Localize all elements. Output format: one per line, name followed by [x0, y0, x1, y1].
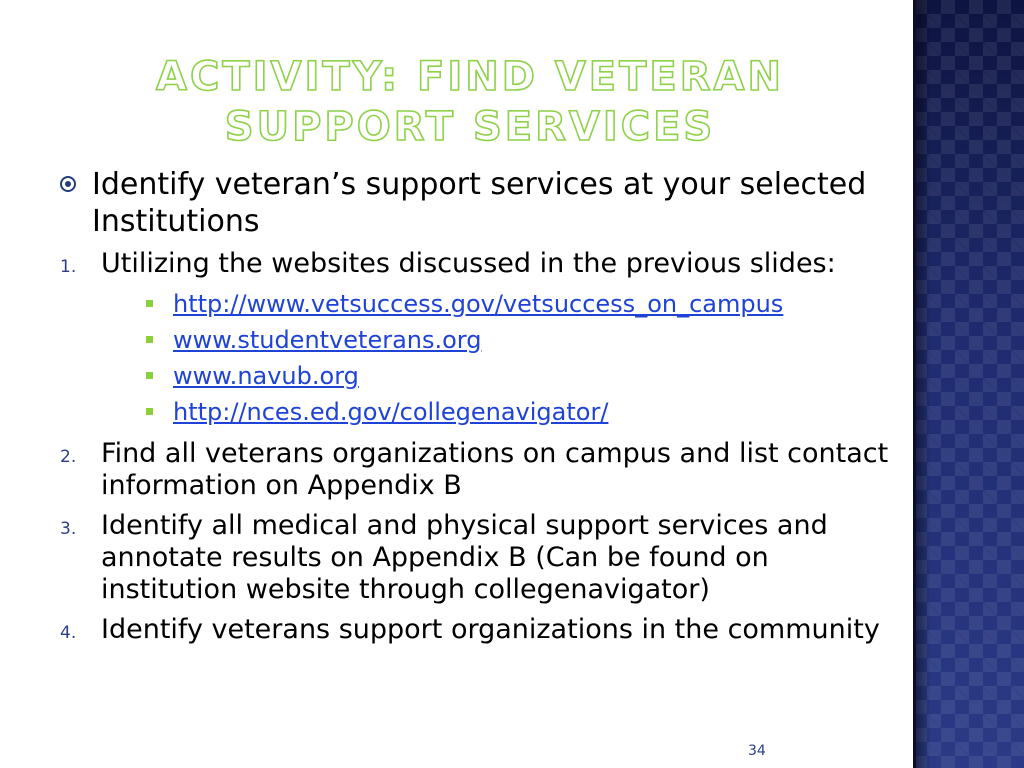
link-item: [101, 394, 896, 430]
link-collegenavigator[interactable]: http://nces.ed.gov/collegenavigator/: [173, 398, 609, 426]
square-bullet-icon: [146, 408, 153, 415]
list-number: 4.: [60, 623, 77, 643]
list-item-1: [56, 248, 896, 430]
link-list: [101, 286, 896, 430]
square-bullet-icon: [146, 300, 153, 307]
link-item: [101, 286, 896, 322]
decorative-side-panel: [913, 0, 1024, 768]
list-item-text: Find all veterans organizations on campus and list contact information on Appendix B: [101, 438, 889, 501]
main-bullet: [56, 166, 896, 240]
link-navub[interactable]: www.navub.org: [173, 362, 359, 390]
list-number: 2.: [60, 447, 77, 467]
main-bullet-text: Identify veteran’s support services at your selected Institutions: [92, 167, 867, 239]
radio-bullet-icon: [60, 176, 76, 192]
list-item-text: Identify all medical and physical support services and annotate results on Appendix B (Can be found on institution website through collegenavigator): [101, 510, 828, 605]
list-item-3: [56, 510, 896, 606]
link-studentveterans[interactable]: www.studentveterans.org: [173, 326, 482, 354]
slide-title: ACTIVITY: FIND VETERAN SUPPORT SERVICES: [156, 54, 784, 150]
slide-content: [56, 166, 896, 646]
list-number: 3.: [60, 519, 77, 539]
link-item: [101, 358, 896, 394]
link-vetsuccess[interactable]: http://www.vetsuccess.gov/vetsuccess_on_campus: [173, 290, 784, 318]
list-item-4: [56, 614, 896, 646]
page-number: 34: [748, 743, 766, 759]
list-item-2: [56, 438, 896, 502]
list-item-text: Identify veterans support organizations in the community: [101, 614, 880, 645]
link-item: [101, 322, 896, 358]
list-item-text: Utilizing the websites discussed in the previous slides:: [101, 248, 836, 279]
square-bullet-icon: [146, 336, 153, 343]
list-number: 1.: [60, 257, 77, 277]
square-bullet-icon: [146, 372, 153, 379]
